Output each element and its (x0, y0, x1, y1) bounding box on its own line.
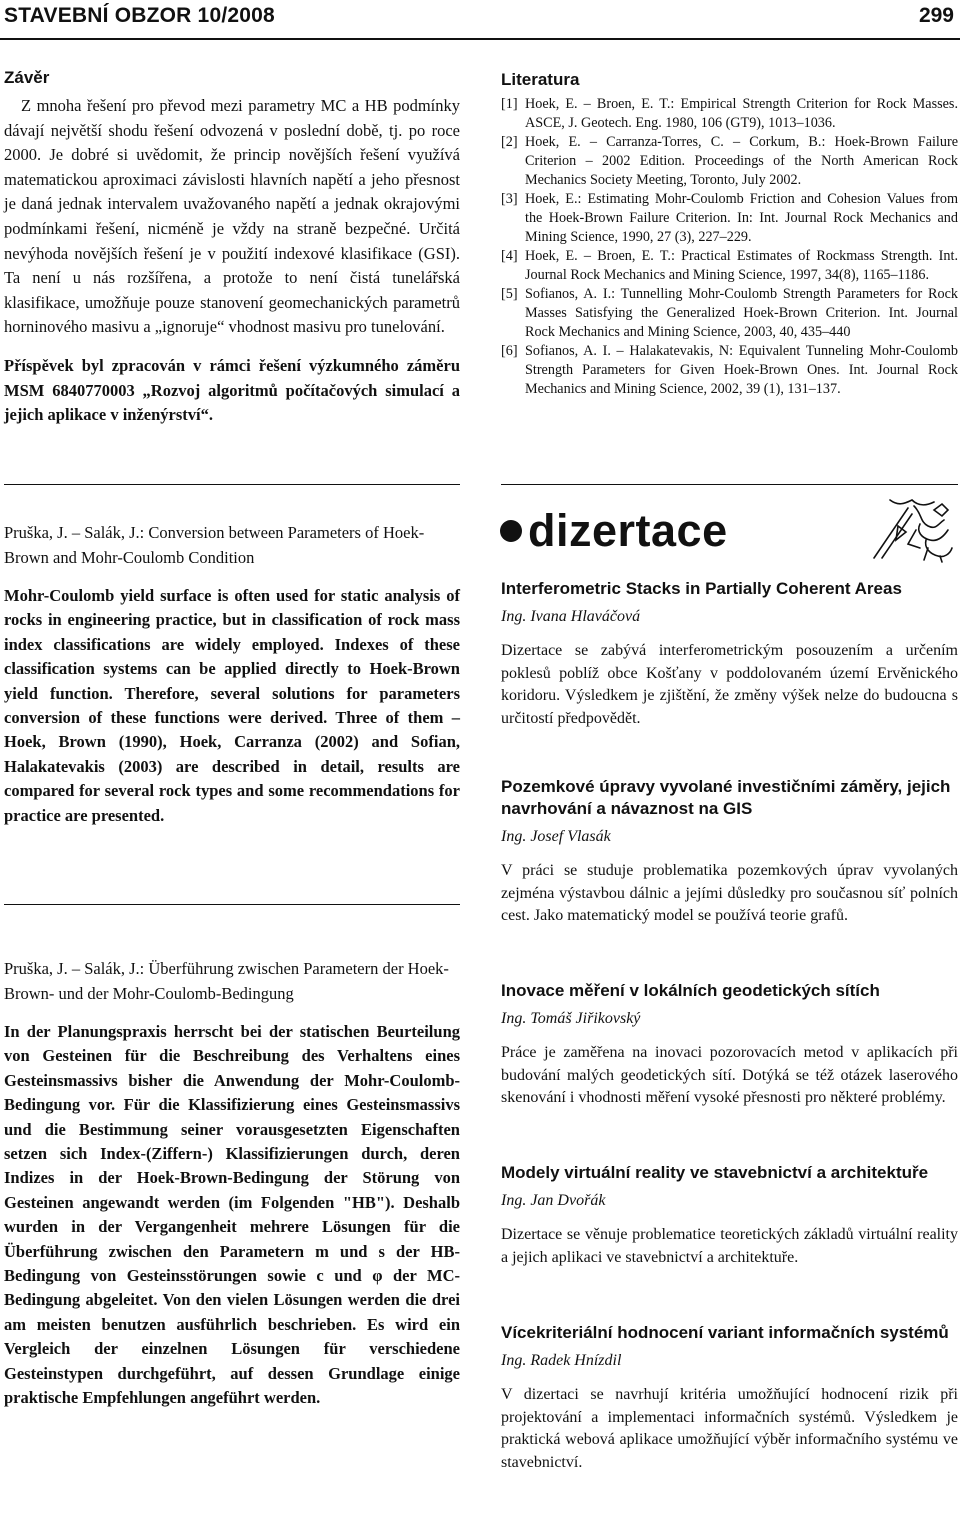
abstract-de (4, 956, 460, 1411)
reference-number: [1] (501, 96, 518, 112)
dissertation-title: Pozemkové úpravy vyvolané investičními záměry, jejich navrhování a návaznost na GIS (501, 777, 951, 818)
bullet-icon (500, 520, 522, 542)
acknowledgement: Příspěvek byl zpracován v rámci řešení výzkumného záměru MSM 6840770003 „Rozvoj algoritmů počítačových simulací a jejich aplikace v inženýrství“. (4, 355, 460, 425)
reference-item (501, 247, 958, 285)
reference-item (501, 190, 958, 247)
reference-text: Hoek, E. – Broen, E. T.: Practical Estimates of Rockmass Strength. Int. Journal Rock Mechanics and Mining Science, 1997, 34(8), 1165–1186. (525, 248, 958, 283)
dissertation-title: Vícekriteriální hodnocení variant informačních systémů (501, 1323, 949, 1342)
dissertation-abstract: Dizertace se zabývá interferometrickým posouzením a určením poklesů poblíž obce Košťany v poddolovaném území Ervěnického koridoru. Výsledkem je zjištění, že změny výšek nelze do budoucna s určitostí předpovědět. (501, 642, 958, 727)
dissertation-author: Ing. Ivana Hlaváčová (501, 608, 641, 625)
journal-title: STAVEBNÍ OBZOR 10/2008 (4, 4, 275, 27)
section-divider-left (4, 484, 460, 485)
abstract-de-body: In der Planungspraxis herrscht bei der statischen Beurteilung von Gesteinen für die Beschreibung des Verhaltens eines Gesteinsmassivs bisher die Anwendung der Mohr-Coulomb-Bedingung vor. Für die Klassifizierung eines Gesteinsmassivs und die Bestimmung seiner vorausgesetzten Eigenschaften setzen sich Index-(Ziffern-) Klassifizierungen durch, deren Indizes in der Hoek-Brown-Bedingung der Störung von Gesteinen angewandt werden (im Folgenden "HB"). Deshalb wurden in der Vergangenheit mehrere Lösungen für die Überführung zwischen den Parametern m und s der HB-Bedingung von Gesteinsstörungen sowie c und φ der MC-Bedingung abgeleitet. Von den vielen Lösungen werden die drei am meisten benutzen ausführlich beschrieben. Es wird ein Vergleich der einzelnen Lösungen für verschiedene Gesteinstypen durchgeführt, auf dessen Grundlage einige praktische Empfehlungen angeführt werden. (4, 1022, 460, 1408)
conclusion-heading: Závěr (4, 68, 50, 87)
dissertation-author: Ing. Jan Dvořák (501, 1192, 606, 1209)
reference-number: [5] (501, 286, 518, 302)
dissertation-4 (501, 1162, 958, 1269)
reference-item (501, 133, 958, 190)
dissertations-heading (500, 505, 728, 557)
abstract-en-title: Pruška, J. – Salák, J.: Conversion between Parameters of Hoek-Brown and Mohr-Coulomb Condition (4, 523, 425, 567)
dissertation-abstract: V dizertaci se navrhují kritéria umožňující hodnocení rizik při projektování a implementaci informačních systémů. Výsledkem je praktická webová aplikace umožňující výběr informačního systému ve stavebnictví. (501, 1386, 958, 1471)
abstract-divider (4, 904, 460, 905)
abstract-de-title: Pruška, J. – Salák, J.: Überführung zwischen Parametern der Hoek-Brown- und der Mohr-Coulomb-Bedingung (4, 959, 449, 1003)
abstract-en (4, 520, 460, 828)
reference-number: [6] (501, 343, 518, 359)
dissertation-author: Ing. Tomáš Jiřikovský (501, 1010, 641, 1027)
reference-number: [3] (501, 191, 518, 207)
header-rule (0, 38, 960, 40)
dissertation-author: Ing. Radek Hnízdil (501, 1352, 622, 1369)
dissertation-title: Interferometric Stacks in Partially Coherent Areas (501, 579, 902, 598)
dissertation-5 (501, 1322, 958, 1474)
reference-text: Hoek, E.: Estimating Mohr-Coulomb Friction and Cohesion Values from the Hoek-Brown Failure Criterion. In: Int. Journal Rock Mechanics and Mining Science, 1990, 27 (3), 227–229. (525, 191, 958, 245)
dissertation-title: Inovace měření v lokálních geodetických sítích (501, 981, 880, 1000)
ctu-emblem-icon (868, 496, 956, 564)
conclusion-body: Z mnoha řešení pro převod mezi parametry MC a HB podmínky dávají největší shodu řešení odvozená v poslední době, tj. po roce 2000. Je dobré si uvědomit, že princip novějších řešení využívá matematickou aproximaci závislosti hlavních napětí a jeho přesnost je daná jednak intervalem uvažovaného napětí a jednak okrajovými podmínkami řešení, nicméně je vždy na straně bezpečné. Určitá nevýhoda novějších řešení je v použití indexové klasifikace (GSI). Ta není u nás rozšířena, a protože to není čistá tunelářská klasifikace, umožňuje pouze stanovení geomechanických parametrů horninového masivu a „ignoruje“ vhodnost masivu pro tunelování. (4, 96, 460, 337)
dissertation-1 (501, 578, 958, 730)
reference-text: Hoek, E. – Broen, E. T.: Empirical Strength Criterion for Rock Masses. ASCE, J. Geotech. Eng. 1980, 106 (GT9), 1013–1036. (525, 96, 958, 131)
literature-heading: Literatura (501, 70, 580, 89)
dissertation-author: Ing. Josef Vlasák (501, 828, 611, 845)
dissertation-abstract: V práci se studuje problematika pozemkových úprav vyvolaných zejména výstavbou dálnic a jejími důsledky pro současnou síť polních cest. Jako matematický model se používá teorie grafů. (501, 862, 958, 925)
dissertation-2 (501, 776, 958, 928)
reference-item (501, 285, 958, 342)
literature-section (501, 70, 958, 399)
reference-text: Hoek, E. – Carranza-Torres, C. – Corkum, B.: Hoek-Brown Failure Criterion – 2002 Edition. Proceedings of the North American Rock Mechanics Society Meeting, Toronto, July 2002. (525, 134, 958, 188)
dissertations-heading-text: dizertace (528, 505, 728, 556)
reference-text: Sofianos, A. I. – Halakatevakis, N: Equivalent Tunneling Mohr-Coulomb Strength Parameters for Given Hoek-Brown Ones. Int. Journal Rock Mechanics and Mining Science, 2002, 39 (1), 131–137. (525, 343, 958, 397)
reference-item (501, 342, 958, 399)
conclusion-section (4, 68, 460, 428)
page-header (0, 0, 960, 40)
reference-item (501, 95, 958, 133)
dissertation-abstract: Dizertace se věnuje problematice teoretických základů virtuální reality a jejich aplikaci ve stavebnictví a architektuře. (501, 1226, 958, 1266)
dissertation-title: Modely virtuální reality ve stavebnictví a architektuře (501, 1163, 929, 1182)
dissertation-3 (501, 980, 958, 1110)
section-divider-right (501, 484, 958, 485)
reference-number: [2] (501, 134, 518, 150)
dissertation-abstract: Práce je zaměřena na inovaci pozorovacích metod v aplikacích při budování malých geodetických sítí. Dotýká se též otázek laserového skenování i vhodnosti měření vysoké přesnosti pro některé problémy. (501, 1044, 958, 1107)
reference-list (501, 95, 958, 399)
reference-text: Sofianos, A. I.: Tunnelling Mohr-Coulomb Strength Parameters for Rock Masses Satisfying the Generalized Hoek-Brown Criterion. Int. Journal Rock Mechanics and Mining Science, 2003, 40, 435–440 (525, 286, 958, 340)
abstract-en-body: Mohr-Coulomb yield surface is often used for static analysis of rocks in engineering practice, but in classification of rock mass index classifications are widely employed. Indexes of these classification systems can be applied directly to Hoek-Brown yield function. Therefore, several solutions for parameters conversion of these functions were derived. Three of them – Hoek, Brown (1990), Hoek, Carranza (2002) and Sofian, Halakatevakis (2003) are described in detail, results are compared for several rock types and some recommendations for practice are presented. (4, 586, 460, 825)
reference-number: [4] (501, 248, 518, 264)
page-number: 299 (918, 4, 954, 27)
